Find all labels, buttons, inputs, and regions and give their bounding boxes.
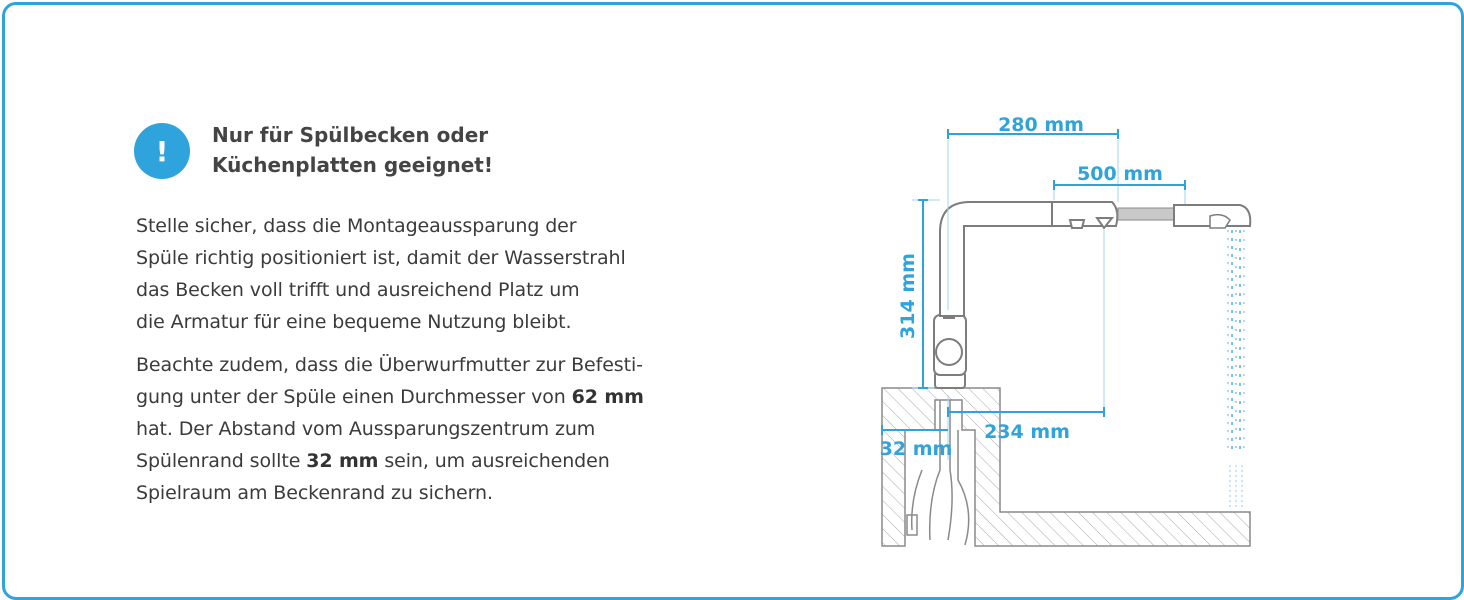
paragraph2-line-4-post: sein, um ausreichenden	[378, 450, 610, 472]
heading-line-2: Küchenplatten geeignet!	[212, 153, 493, 177]
hose-middle	[948, 400, 952, 540]
paragraph1-line-2: Spüle richtig positioniert ist, damit der Wasserstrahl	[136, 247, 626, 269]
paragraph1-line-4: die Armatur für eine bequeme Nutzung bleibt.	[136, 311, 572, 333]
paragraph1-line-3: das Becken voll trifft und ausreichend Platz um	[136, 279, 580, 301]
heading-line-1: Nur für Spülbecken oder	[212, 123, 489, 147]
dim-label-280: 280 mm	[998, 114, 1084, 136]
water-stream	[1228, 230, 1244, 510]
faucet	[934, 202, 1117, 388]
hose-right	[958, 430, 969, 545]
faucet-knob	[936, 339, 962, 365]
edge-distance-value: 32 mm	[306, 450, 379, 472]
pull-out-nozzle	[1210, 215, 1230, 228]
dim-label-234: 234 mm	[984, 421, 1070, 443]
paragraph2-line-2-text: gung unter der Spüle einen Durchmesser von	[136, 386, 572, 408]
paragraph2-line-4-pre: Spülenrand sollte	[136, 450, 307, 472]
paragraph2-line-5: Spielraum am Beckenrand zu sichern.	[136, 482, 493, 504]
pull-out-hose	[1118, 208, 1174, 220]
nut-diameter-value: 62 mm	[571, 386, 644, 408]
pull-out-spray	[1118, 205, 1250, 228]
paragraph1-line-1: Stelle sicher, dass die Montageaussparung der	[136, 215, 577, 237]
paragraph2-line-1: Beachte zudem, dass die Überwurfmutter zur Befesti-	[136, 354, 643, 376]
spray-nozzle	[1070, 220, 1084, 228]
paragraph2-line-3: hat. Der Abstand vom Aussparungszentrum zum	[136, 418, 596, 440]
dim-label-500: 500 mm	[1077, 163, 1163, 185]
exclamation-glyph: !	[155, 134, 169, 168]
dim-label-32: 32 mm	[879, 438, 953, 460]
dim-label-314: 314 mm	[897, 253, 919, 339]
